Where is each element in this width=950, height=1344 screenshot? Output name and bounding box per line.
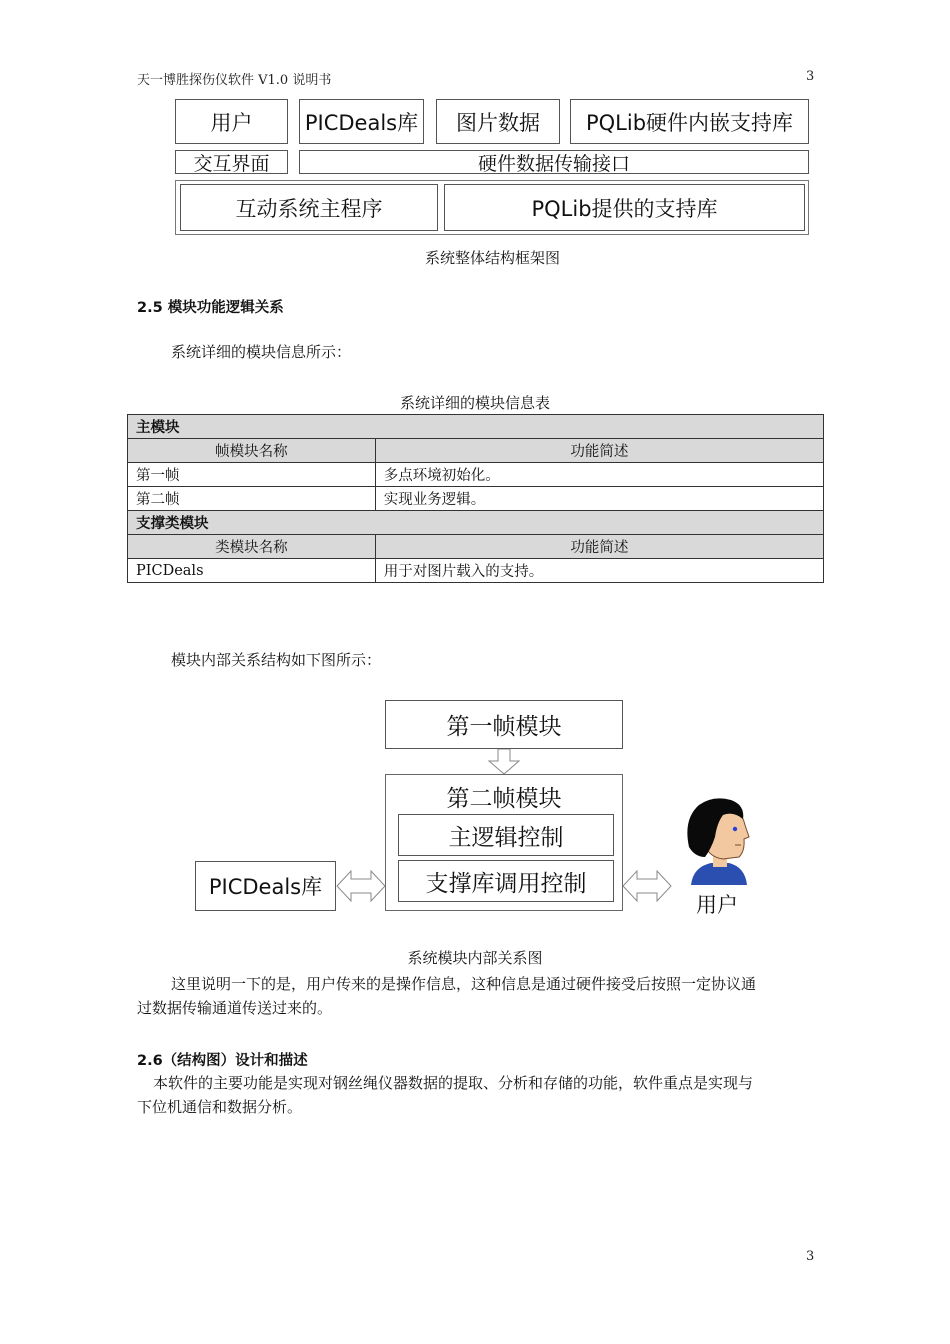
- section-heading-2-6: 2.6（结构图）设计和描述: [137, 1053, 308, 1069]
- table-row: [128, 559, 824, 583]
- page-footer-number: 3: [806, 1249, 815, 1264]
- note-line-2: 过数据传输通道传送过来的。: [137, 999, 333, 1017]
- table-section-row: [128, 511, 824, 535]
- diagram-frame2-title: 第二帧模块: [446, 786, 562, 812]
- arch-box-image-data: 图片数据: [436, 99, 560, 144]
- user-avatar: [683, 797, 755, 885]
- section26-line-1: 本软件的主要功能是实现对钢丝绳仪器数据的提取、分析和存储的功能，软件重点是实现与: [153, 1074, 754, 1092]
- arch-box-pqlib-support: PQLib提供的支持库: [444, 184, 805, 231]
- table-row: [128, 463, 824, 487]
- table-header-row: [128, 535, 824, 559]
- arch-box-picdeals: PICDeals库: [299, 99, 424, 144]
- arch-box-ui: 交互界面: [175, 150, 288, 174]
- user-icon: [683, 797, 755, 885]
- diagram-frame1-box: 第一帧模块: [385, 700, 623, 749]
- column-header-desc: 功能简述: [375, 439, 823, 463]
- diagram-caption: 系统模块内部关系图: [407, 949, 543, 967]
- down-arrow-icon: [487, 749, 521, 775]
- module-desc-cell: 多点环境初始化。: [375, 463, 823, 487]
- arch-box-user: 用户: [175, 99, 288, 144]
- arch-box-main-program: 互动系统主程序: [180, 184, 438, 231]
- double-arrow-icon: [622, 868, 672, 904]
- section26-line-2: 下位机通信和数据分析。: [137, 1098, 303, 1116]
- table-section-row: [128, 415, 824, 439]
- arch-caption: 系统整体结构框架图: [424, 249, 560, 267]
- diagram-picdeals-box: PICDeals库: [195, 861, 336, 911]
- section-heading-2-5: 2.5 模块功能逻辑关系: [137, 300, 284, 316]
- diagram-user-label: 用户: [696, 893, 738, 917]
- main-module-header: 主模块: [128, 415, 824, 439]
- module-name-cell: PICDeals: [128, 559, 376, 583]
- module-table: [127, 414, 824, 583]
- modules-intro: 系统详细的模块信息所示：: [171, 343, 352, 361]
- relation-intro: 模块内部关系结构如下图所示：: [171, 651, 382, 669]
- arch-box-hw-interface: 硬件数据传输接口: [299, 150, 809, 174]
- diagram-lib-call-box: 支撑库调用控制: [398, 860, 614, 902]
- column-header-name: 帧模块名称: [128, 439, 376, 463]
- page-header-number: 3: [806, 69, 815, 84]
- note-line-1: 这里说明一下的是，用户传来的是操作信息，这种信息是通过硬件接受后按照一定协议通: [171, 975, 757, 993]
- module-name-cell: 第二帧: [128, 487, 376, 511]
- column-header-desc: 功能简述: [375, 535, 823, 559]
- module-name-cell: 第一帧: [128, 463, 376, 487]
- table-title: 系统详细的模块信息表: [399, 394, 550, 412]
- table-header-row: [128, 439, 824, 463]
- support-module-header: 支撑类模块: [128, 511, 824, 535]
- column-header-name: 类模块名称: [128, 535, 376, 559]
- diagram-main-logic-box: 主逻辑控制: [398, 814, 614, 856]
- module-desc-cell: 实现业务逻辑。: [375, 487, 823, 511]
- double-arrow-icon: [336, 868, 386, 904]
- page-header-title: 天一博胜探伤仪软件 V1.0 说明书: [137, 73, 332, 88]
- arch-box-pqlib-embedded: PQLib硬件内嵌支持库: [570, 99, 809, 144]
- module-desc-cell: 用于对图片载入的支持。: [375, 559, 823, 583]
- table-row: [128, 487, 824, 511]
